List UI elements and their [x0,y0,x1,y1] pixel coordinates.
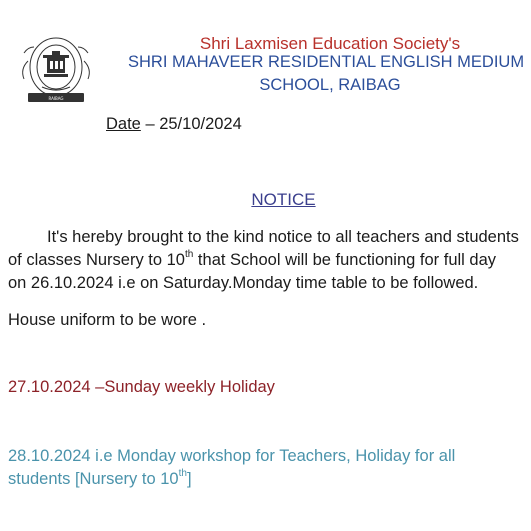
notice-line-3: on 26.10.2024 i.e on Saturday.Monday time table to be followed. [8,274,479,292]
line2-text-a: of classes Nursery to 10 [8,251,185,269]
notice-line-1: It's hereby brought to the kind notice to all teachers and students [47,228,519,246]
notice-line-2 [8,250,496,270]
svg-text:RAIBAG: RAIBAG [48,96,64,101]
school-logo-emblem [14,31,98,106]
holiday-notice-2-line-2 [8,469,192,489]
holiday2-text-b: ] [186,470,192,488]
society-name: Shri Laxmisen Education Society's [199,34,461,53]
date-value: – 25/10/2024 [140,115,242,133]
date-label: Date [106,115,141,133]
holiday2-text-a: students [Nursery to 10 [8,470,179,488]
notice-line-4: House uniform to be wore . [8,311,207,329]
notice-date [106,115,242,134]
school-name-line2: SCHOOL, RAIBAG [259,76,401,94]
holiday-notice-2-line-1: 28.10.2024 i.e Monday workshop for Teachers, Holiday for all [8,447,456,465]
holiday-notice-1: 27.10.2024 –Sunday weekly Holiday [8,378,275,396]
notice-title: NOTICE [251,190,316,209]
line2-text-b: that School will be functioning for full day [193,251,497,269]
school-name-line1: SHRI MAHAVEER RESIDENTIAL ENGLISH MEDIUM [128,53,525,71]
line2-superscript: th [185,249,194,260]
holiday2-superscript: th [178,468,187,479]
